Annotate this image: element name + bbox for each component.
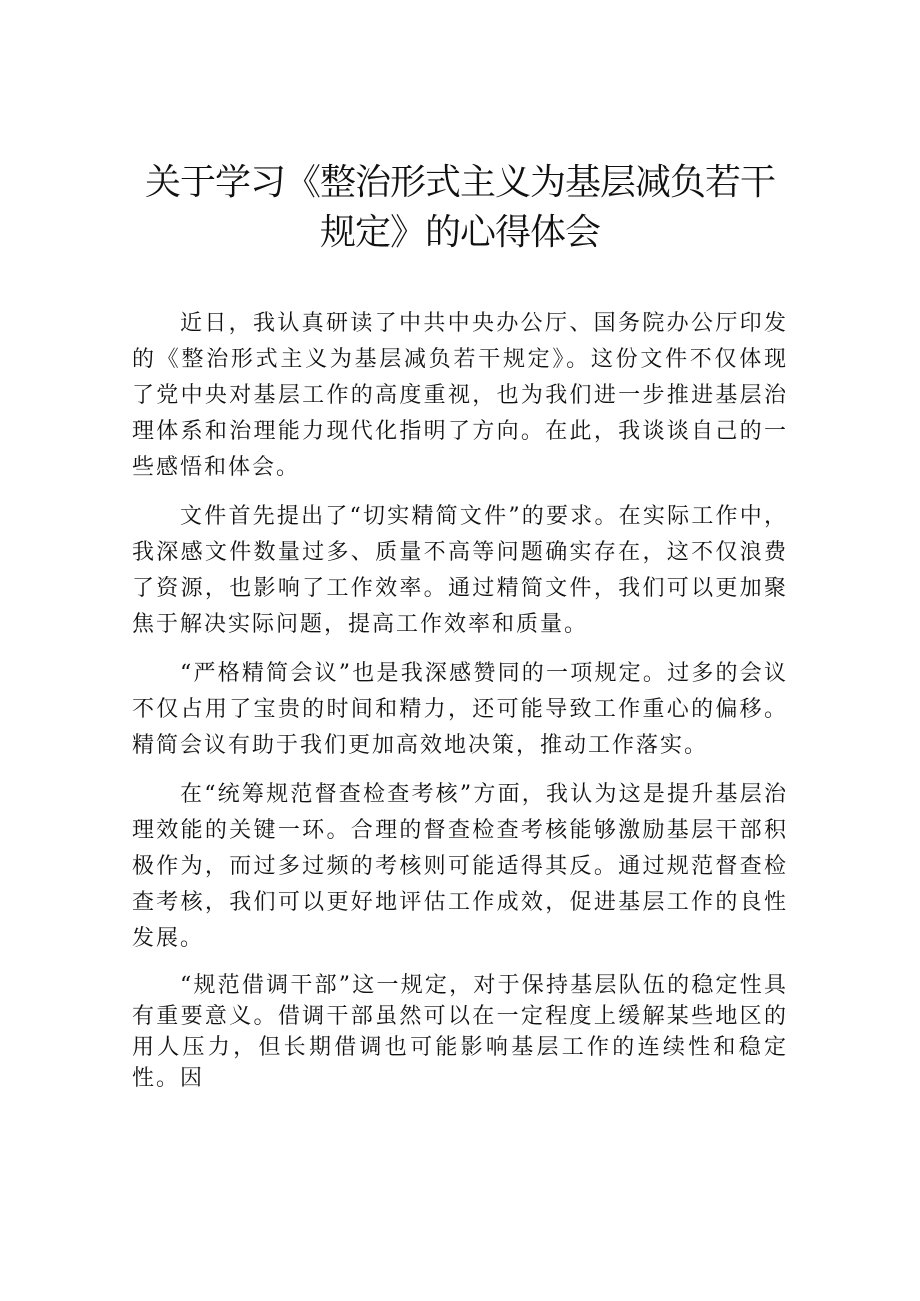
title-line-2: 规定》的心得体会 (319, 212, 600, 253)
document-body (132, 306, 788, 1107)
title-line-1: 关于学习《整治形式主义为基层减负若干 (144, 162, 775, 203)
paragraph-3: “严格精简会议”也是我深感赞同的一项规定。过多的会议不仅占用了宝贵的时间和精力，还可能导致工作重心的偏移。精简会议有助于我们更加高效地决策，推动工作落实。 (132, 661, 788, 758)
document-title (130, 158, 790, 258)
paragraph-2: 文件首先提出了“切实精简文件”的要求。在实际工作中，我深感文件数量过多、质量不高等问题确实存在，这不仅浪费了资源，也影响了工作效率。通过精简文件，我们可以更加聚焦于解决实际问题，提高工作效率和质量。 (132, 504, 788, 637)
paragraph-4: 在“统筹规范督查检查考核”方面，我认为这是提升基层治理效能的关键一环。合理的督查检查考核能够激励基层干部积极作为，而过多过频的考核则可能适得其反。通过规范督查检查考核，我们可以更好地评估工作成效，促进基层工作的良性发展。 (132, 782, 788, 951)
paragraph-1: 近日，我认真研读了中共中央办公厅、国务院办公厅印发的《整治形式主义为基层减负若干规定》。这份文件不仅体现了党中央对基层工作的高度重视，也为我们进一步推进基层治理体系和治理能力现代化指明了方向。在此，我谈谈自己的一些感悟和体会。 (132, 311, 788, 480)
paragraph-5: “规范借调干部”这一规定，对于保持基层队伍的稳定性具有重要意义。借调干部虽然可以在一定程度上缓解某些地区的用人压力，但长期借调也可能影响基层工作的连续性和稳定性。因 (132, 973, 788, 1091)
